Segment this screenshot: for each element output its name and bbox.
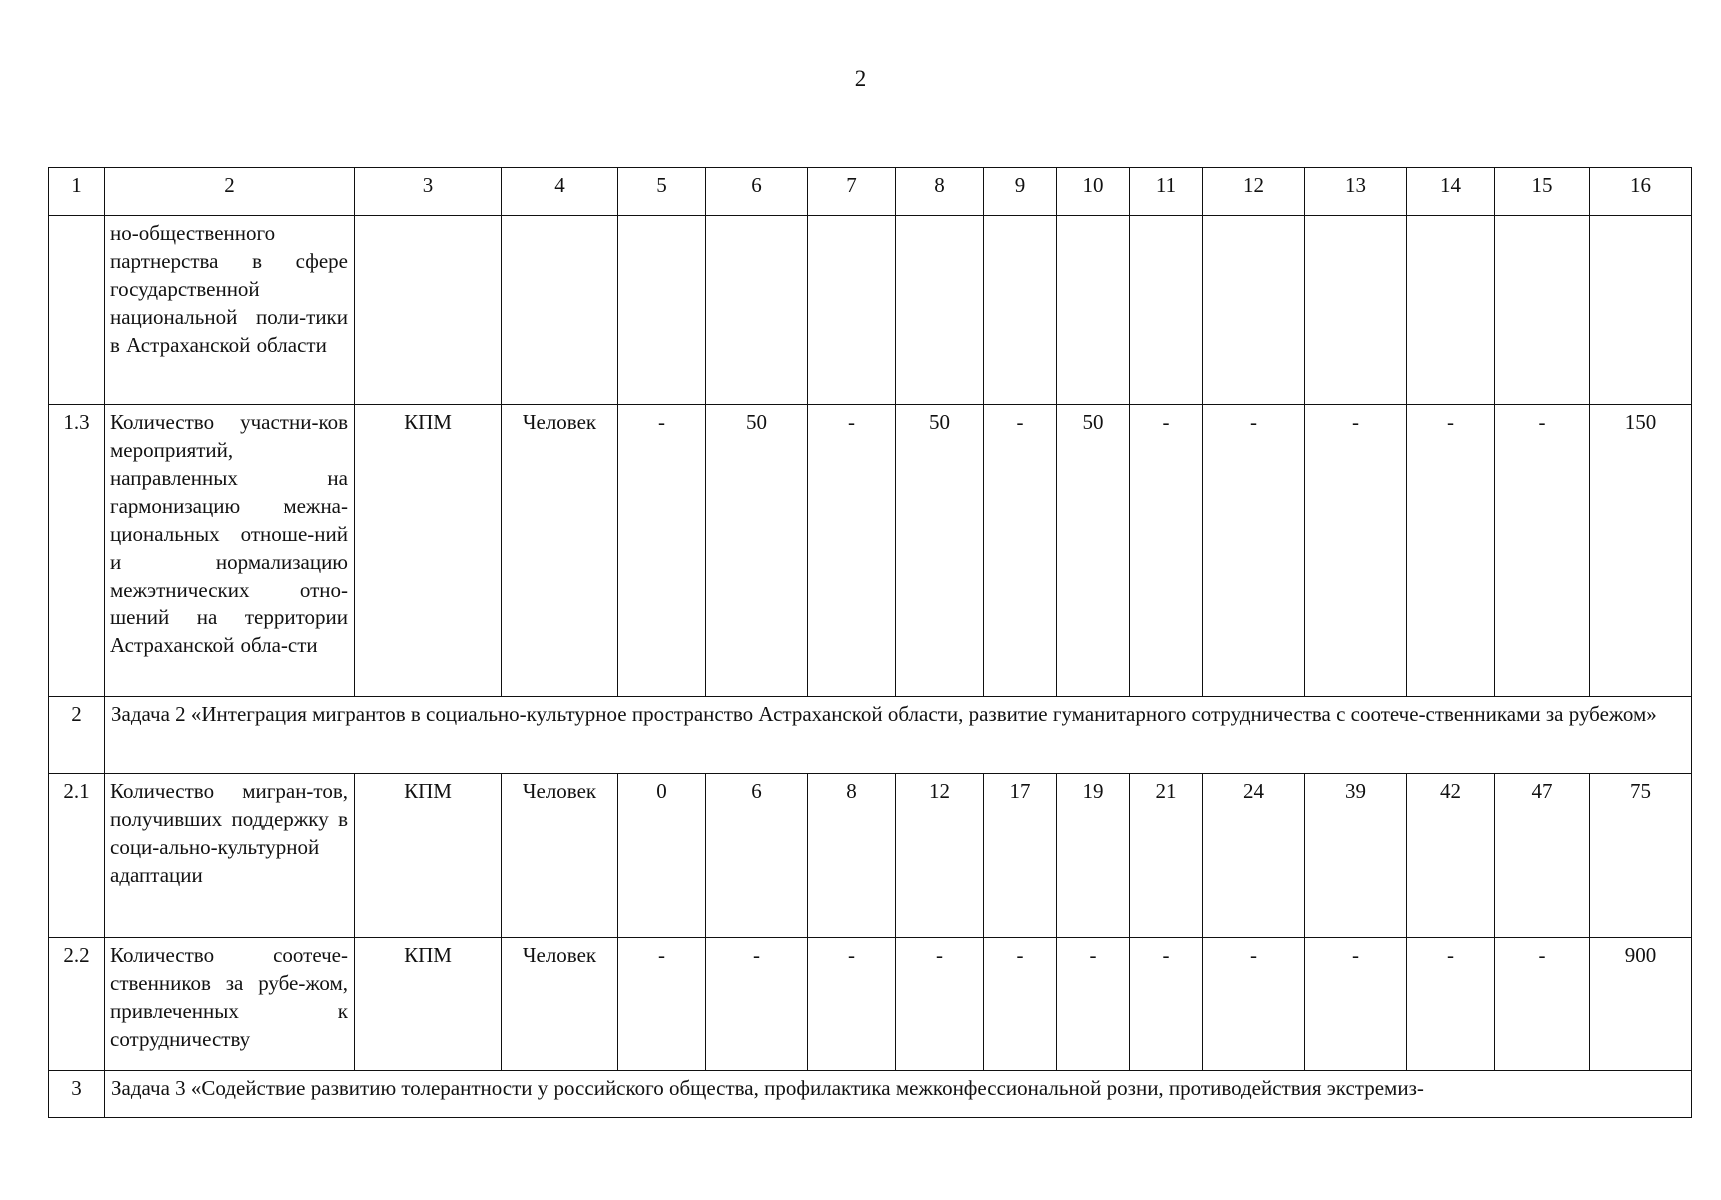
table-cell: 12 [896, 774, 984, 938]
table-cell: 21 [1130, 774, 1203, 938]
column-number: 6 [706, 168, 808, 216]
table-cell [1203, 216, 1305, 405]
table-cell [1305, 216, 1407, 405]
column-number: 9 [984, 168, 1057, 216]
column-number: 3 [355, 168, 502, 216]
table-cell [808, 216, 896, 405]
table-cell: - [1305, 938, 1407, 1071]
table-cell: - [1203, 405, 1305, 697]
table-row [49, 216, 1692, 405]
table-row [49, 774, 1692, 938]
table-cell: - [618, 405, 706, 697]
task-title: Задача 2 «Интеграция мигрантов в социально-культурное пространство Астраханской области, развитие гуманитарного сотрудничества с соотече-ственниками за рубежом» [105, 697, 1692, 774]
column-number: 2 [105, 168, 355, 216]
column-number: 15 [1495, 168, 1590, 216]
table-cell: - [706, 938, 808, 1071]
row-number: 2 [49, 697, 105, 774]
table-cell: 50 [1057, 405, 1130, 697]
table-cell [984, 216, 1057, 405]
table-cell: - [1130, 405, 1203, 697]
column-number: 12 [1203, 168, 1305, 216]
column-number: 11 [1130, 168, 1203, 216]
table-cell: 8 [808, 774, 896, 938]
table-cell [896, 216, 984, 405]
table-cell: 6 [706, 774, 808, 938]
column-number: 14 [1407, 168, 1495, 216]
table-row [49, 405, 1692, 697]
column-number: 5 [618, 168, 706, 216]
indicator-type: КПМ [355, 405, 502, 697]
row-number: 1.3 [49, 405, 105, 697]
column-number-row [49, 168, 1692, 216]
page-number: 2 [854, 66, 867, 91]
table-cell [1407, 216, 1495, 405]
indicator-name: Количество мигран-тов, получивших поддержку в соци-ально-культурной адаптации [105, 774, 355, 938]
task-row [49, 1071, 1692, 1118]
indicator-type: КПМ [355, 774, 502, 938]
table-cell: 42 [1407, 774, 1495, 938]
column-number: 10 [1057, 168, 1130, 216]
table-cell: - [1407, 405, 1495, 697]
table-cell: - [808, 938, 896, 1071]
table-cell: 39 [1305, 774, 1407, 938]
table-cell: - [984, 938, 1057, 1071]
table-cell: 47 [1495, 774, 1590, 938]
table-row [49, 938, 1692, 1071]
table-cell [502, 216, 618, 405]
table-cell: 19 [1057, 774, 1130, 938]
task-title: Задача 3 «Содействие развитию толерантности у российского общества, профилактика межконфессиональной розни, противодействия экстремиз- [105, 1071, 1692, 1118]
table-cell [1590, 216, 1692, 405]
table-cell: - [1130, 938, 1203, 1071]
table-cell: 900 [1590, 938, 1692, 1071]
task-row [49, 697, 1692, 774]
table-cell: - [1057, 938, 1130, 1071]
table-cell [355, 216, 502, 405]
column-number: 7 [808, 168, 896, 216]
table-cell: - [1495, 938, 1590, 1071]
row-number: 2.1 [49, 774, 105, 938]
row-number: 2.2 [49, 938, 105, 1071]
indicator-name: Количество соотече-ственников за рубе-жом, привлеченных к сотрудничеству [105, 938, 355, 1071]
row-number: 3 [49, 1071, 105, 1118]
row-number [49, 216, 105, 405]
table-cell: - [896, 938, 984, 1071]
table-cell: 17 [984, 774, 1057, 938]
table-cell [1057, 216, 1130, 405]
table-cell: 75 [1590, 774, 1692, 938]
table-cell: - [808, 405, 896, 697]
table-cell [1130, 216, 1203, 405]
column-number: 4 [502, 168, 618, 216]
table-cell: 50 [706, 405, 808, 697]
table-cell: - [1203, 938, 1305, 1071]
unit-of-measure: Человек [502, 405, 618, 697]
table-cell: 24 [1203, 774, 1305, 938]
table-cell: 50 [896, 405, 984, 697]
table-cell: - [1495, 405, 1590, 697]
table-cell [706, 216, 808, 405]
indicator-name: Количество участни-ков мероприятий, направленных на гармонизацию межна-циональных отноше-ний и нормализацию межэтнических отно-шений на территории Астраханской обла-сти [105, 405, 355, 697]
table-cell [1495, 216, 1590, 405]
table-cell: 0 [618, 774, 706, 938]
column-number: 8 [896, 168, 984, 216]
unit-of-measure: Человек [502, 774, 618, 938]
table-cell: - [618, 938, 706, 1071]
table-cell: 150 [1590, 405, 1692, 697]
indicators-table [48, 167, 1692, 1118]
table-cell: - [984, 405, 1057, 697]
table-cell: - [1407, 938, 1495, 1071]
column-number: 16 [1590, 168, 1692, 216]
indicator-type: КПМ [355, 938, 502, 1071]
unit-of-measure: Человек [502, 938, 618, 1071]
column-number: 1 [49, 168, 105, 216]
table-cell [618, 216, 706, 405]
column-number: 13 [1305, 168, 1407, 216]
indicator-name: но-общественного партнерства в сфере государственной национальной поли-тики в Астраханской области [105, 216, 355, 405]
table-cell: - [1305, 405, 1407, 697]
